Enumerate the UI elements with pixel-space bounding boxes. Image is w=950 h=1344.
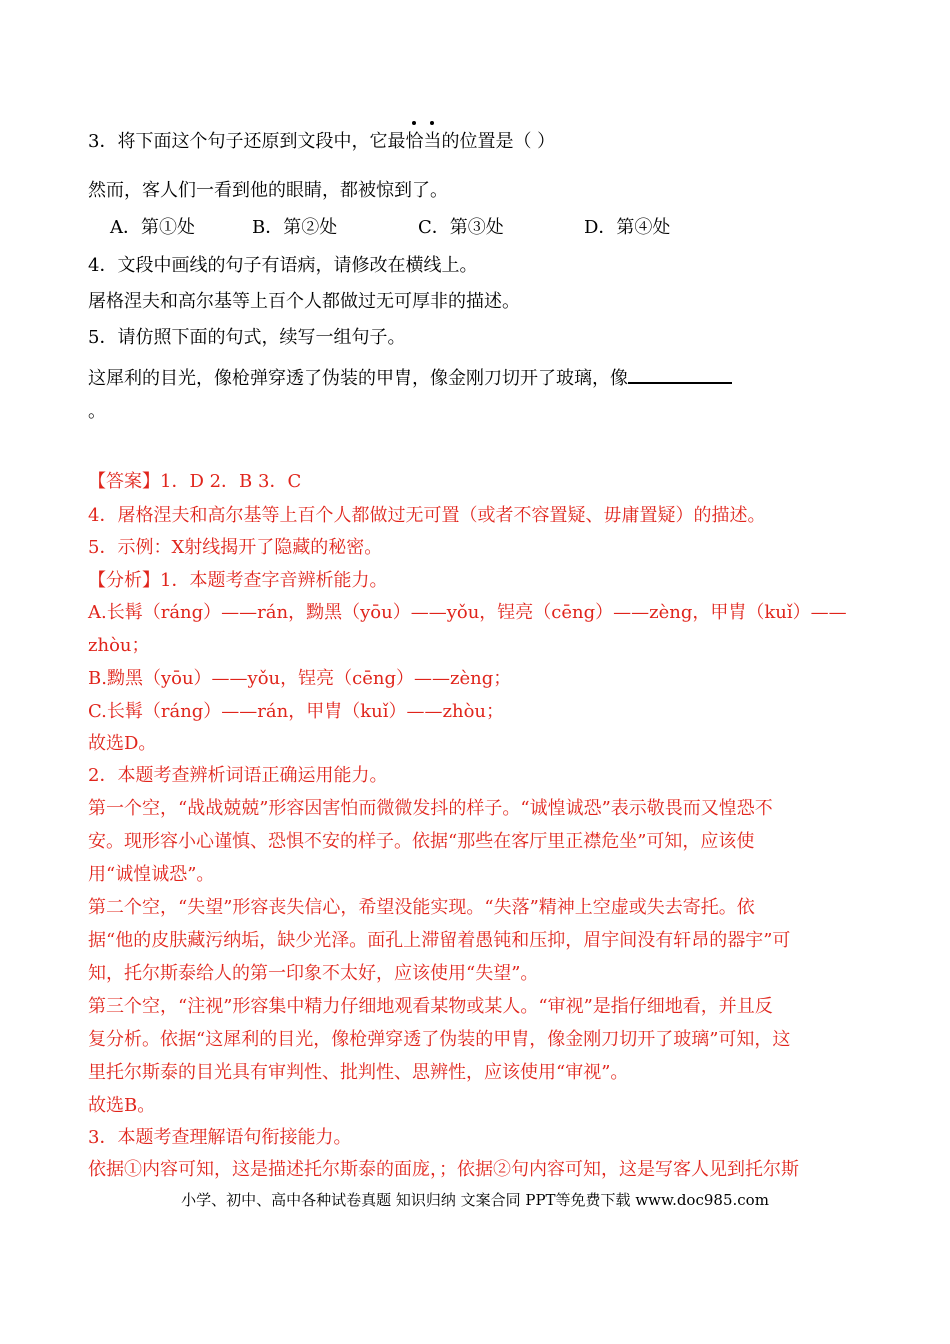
answer-line-3: 5．示例：X射线揭开了隐藏的秘密。 [88, 537, 383, 558]
question-3-sentence: 然而，客人们一看到他的眼睛，都被惊到了。 [88, 180, 448, 201]
analysis-line: 第二个空，“失望”形容丧失信心，希望没能实现。“失落”精神上空虚或失去寄托。依 [88, 897, 755, 918]
analysis-line: 用“诚惶诚恐”。 [88, 864, 215, 885]
analysis-line: 据“他的皮肤藏污纳垢，缺少光泽。面孔上滞留着愚钝和压抑，眉宇间没有轩昂的器宇”可 [88, 930, 791, 951]
analysis-line: 安。现形容小心谨慎、恐惧不安的样子。依据“那些在客厅里正襟危坐”可知，应该使 [88, 831, 755, 852]
analysis-line: 第三个空，“注视”形容集中精力仔细地观看某物或某人。“审视”是指仔细地看，并且反 [88, 996, 773, 1017]
analysis-line: 知，托尔斯泰给人的第一印象不太好，应该使用“失望”。 [88, 963, 539, 984]
analysis-line: A.长髯（ráng）——rán，黝黑（yōu）——yǒu，锃亮（cēng）——zèng，甲胄（kuǐ）—— [88, 602, 847, 623]
question-5-end: 。 [88, 401, 106, 422]
emphasis-dot-icon [430, 121, 434, 125]
analysis-line: 【分析】1．本题考查字音辨析能力。 [88, 570, 388, 591]
analysis-line: 故选D。 [88, 733, 157, 754]
question-5-prompt: 5．请仿照下面的句式，续写一组句子。 [88, 327, 406, 348]
emphasis-dot-icon [412, 121, 416, 125]
analysis-line: 3．本题考查理解语句衔接能力。 [88, 1127, 352, 1148]
analysis-line: B.黝黑（yōu）——yǒu，锃亮（cēng）——zèng； [88, 668, 512, 689]
option-d: D．第④处 [584, 217, 671, 238]
option-a: A．第①处 [110, 217, 195, 238]
question-3-options [110, 212, 810, 244]
emphasis-char-1: 恰 [405, 126, 423, 158]
question-3-suffix: 的位置是（ ） [441, 131, 556, 152]
answer-blank [628, 360, 732, 384]
answer-line-1: 【答案】1．D 2．B 3．C [88, 471, 302, 492]
analysis-line: 依据①内容可知，这是描述托尔斯泰的面庞，；依据②句内容可知，这是写客人见到托尔斯 [88, 1159, 799, 1180]
question-4-prompt: 4．文段中画线的句子有语病，请修改在横线上。 [88, 255, 478, 276]
analysis-line: zhòu； [88, 635, 150, 656]
question-3-prefix: 3．将下面这个句子还原到文段中，它最 [88, 131, 406, 152]
emphasis-char-2: 当 [423, 126, 441, 158]
question-5-text: 这犀利的目光，像枪弹穿透了伪装的甲胄，像金刚刀切开了玻璃，像 [88, 368, 628, 389]
analysis-line: 里托尔斯泰的目光具有审判性、批判性、思辨性，应该使用“审视”。 [88, 1062, 629, 1083]
question-5-sentence [88, 360, 732, 392]
analysis-line: 2．本题考查辨析词语正确运用能力。 [88, 765, 388, 786]
option-b: B．第②处 [252, 217, 338, 238]
question-4-sentence: 屠格涅夫和高尔基等上百个人都做过无可厚非的描述。 [88, 291, 520, 312]
analysis-line: C.长髯（ráng）——rán，甲胄（kuǐ）——zhòu； [88, 701, 504, 722]
option-c: C．第③处 [418, 217, 504, 238]
analysis-line: 复分析。依据“这犀利的目光，像枪弹穿透了伪装的甲胄，像金刚刀切开了玻璃”可知，这 [88, 1029, 791, 1050]
question-3 [88, 126, 555, 158]
analysis-line: 第一个空，“战战兢兢”形容因害怕而微微发抖的样子。“诚惶诚恐”表示敬畏而又惶恐不 [88, 798, 773, 819]
analysis-line: 故选B。 [88, 1095, 156, 1116]
page-footer: 小学、初中、高中各种试卷真题 知识归纳 文案合同 PPT等免费下载 www.doc985.com [181, 1191, 769, 1209]
answer-line-2: 4．屠格涅夫和高尔基等上百个人都做过无可置（或者不容置疑、毋庸置疑）的描述。 [88, 505, 766, 526]
